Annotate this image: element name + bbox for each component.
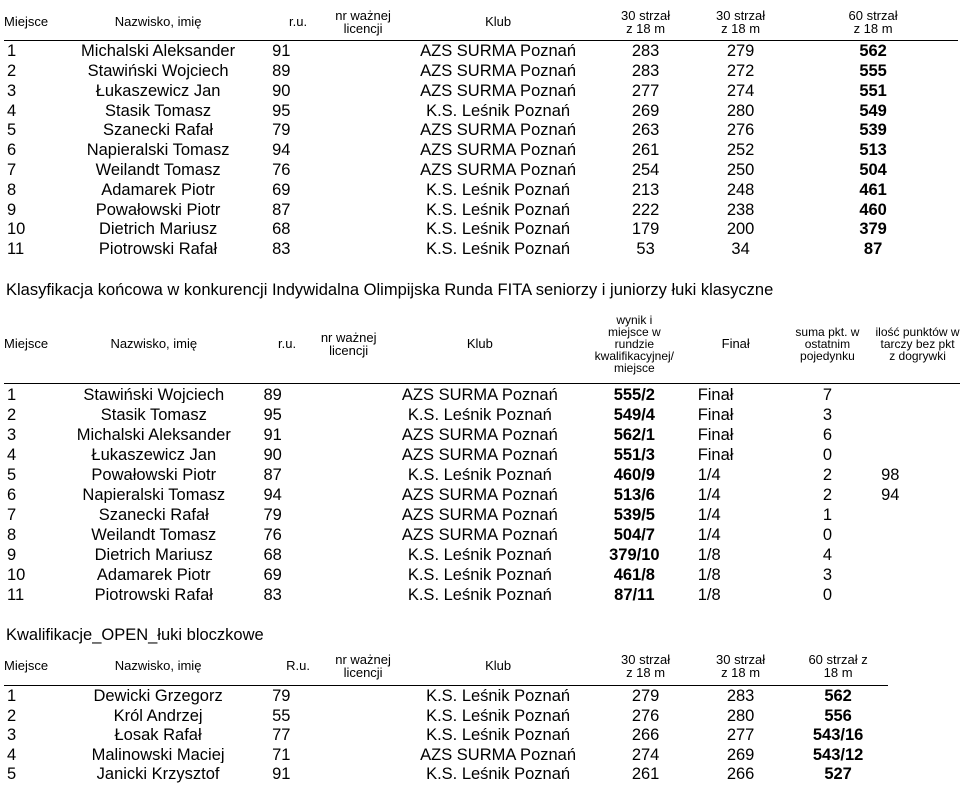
table-row [4, 523, 960, 543]
col-place: Miejsce [4, 647, 48, 685]
series1-cell: 261 [631, 141, 660, 159]
license-cell [315, 503, 383, 523]
club-cell: AZS SURMA Poznań [420, 161, 577, 179]
tiebreak-cell [875, 403, 960, 423]
total-cell: 513 [859, 141, 887, 159]
table-row [4, 543, 960, 563]
col-tiebreak: ilość punktów w tarczy bez pkt z dogrywki [875, 305, 960, 383]
place-cell: 2 [7, 405, 17, 423]
col-place: Miejsce [4, 305, 48, 383]
birth-year-cell: 95 [263, 405, 282, 423]
last-match-sum-cell: 2 [822, 465, 832, 483]
place-cell: 11 [7, 585, 25, 603]
final-stage-cell: Finał [697, 405, 734, 423]
birth-year-cell: 91 [272, 42, 291, 60]
club-cell: K.S. Leśnik Poznań [426, 687, 571, 705]
place-cell: 3 [7, 726, 17, 744]
club-cell: K.S. Leśnik Poznań [426, 240, 571, 258]
table-row [4, 198, 958, 218]
col-ru: R.u. [268, 647, 328, 685]
place-cell: 9 [7, 545, 17, 563]
club-cell: AZS SURMA Poznań [401, 505, 558, 523]
qualification-result-cell: 555/2 [613, 385, 655, 403]
table-row [4, 503, 960, 523]
table-row [4, 139, 958, 159]
table-row [4, 99, 958, 119]
birth-year-cell: 87 [263, 465, 282, 483]
place-cell: 4 [7, 101, 17, 120]
tiebreak-cell [875, 563, 960, 583]
birth-year-cell: 91 [272, 765, 291, 783]
place-cell: 3 [7, 81, 17, 100]
series2-cell: 269 [726, 745, 755, 764]
total-cell: 527 [824, 765, 852, 783]
club-cell: AZS SURMA Poznań [401, 445, 558, 463]
col-series1: 30 strzał z 18 m [598, 4, 693, 40]
club-cell: K.S. Leśnik Poznań [407, 545, 552, 563]
place-cell: 2 [7, 62, 17, 80]
club-cell: K.S. Leśnik Poznań [407, 585, 552, 603]
birth-year-cell: 69 [263, 565, 282, 583]
last-match-sum-cell: 0 [822, 585, 832, 603]
total-cell: 555 [859, 62, 887, 80]
place-cell: 9 [7, 200, 17, 219]
table-row [4, 403, 960, 423]
tiebreak-cell [875, 423, 960, 443]
place-cell: 1 [7, 385, 17, 403]
place-cell: 10 [7, 565, 26, 583]
table-row [4, 724, 888, 744]
qualification-result-cell: 87/11 [614, 585, 655, 603]
col-place: Miejsce [4, 4, 48, 40]
club-cell: AZS SURMA Poznań [401, 525, 558, 543]
series1-cell: 222 [631, 200, 660, 219]
birth-year-cell: 68 [263, 545, 282, 563]
col-qualification-result: wynik i miejsce w rundzie kwalifikacyjnej/ miejsce [577, 305, 692, 383]
col-total: 60 strzał z 18 m [788, 4, 958, 40]
birth-year-cell: 76 [272, 161, 291, 179]
birth-year-cell: 79 [263, 505, 282, 523]
birth-year-cell: 79 [272, 121, 291, 139]
place-cell: 4 [7, 445, 17, 463]
series2-cell: 277 [726, 726, 755, 744]
series1-cell: 276 [631, 706, 660, 725]
athlete-name-cell: Stasik Tomasz [105, 101, 212, 120]
series1-cell: 283 [631, 62, 660, 80]
final-stage-cell: 1/8 [697, 565, 721, 583]
athlete-name-cell: Szanecki Rafał [98, 505, 209, 523]
final-classification-table [4, 305, 960, 603]
athlete-name-cell: Weilandt Tomasz [95, 161, 221, 179]
tiebreak-cell: 94 [881, 485, 900, 503]
club-cell: K.S. Leśnik Poznań [426, 101, 571, 120]
license-cell [315, 423, 383, 443]
place-cell: 10 [7, 220, 26, 238]
place-cell: 11 [7, 240, 25, 258]
license-cell [328, 99, 398, 119]
athlete-name-cell: Powałowski Piotr [95, 200, 221, 219]
total-cell: 543/12 [812, 745, 864, 764]
total-cell: 461 [859, 180, 887, 199]
club-cell: K.S. Leśnik Poznań [407, 465, 552, 483]
club-cell: K.S. Leśnik Poznań [426, 726, 571, 744]
table-row [4, 763, 888, 783]
athlete-name-cell: Adamarek Piotr [96, 565, 211, 583]
place-cell: 1 [7, 687, 17, 705]
tiebreak-cell [875, 443, 960, 463]
license-cell [328, 159, 398, 179]
table-row [4, 583, 960, 603]
series2-cell: 200 [726, 220, 755, 238]
birth-year-cell: 94 [272, 141, 291, 159]
tiebreak-cell [875, 503, 960, 523]
col-total: 60 strzał z 18 m [788, 647, 888, 685]
series2-cell: 274 [726, 81, 755, 100]
club-cell: AZS SURMA Poznań [401, 485, 558, 503]
club-cell: K.S. Leśnik Poznań [426, 765, 571, 783]
license-cell [315, 563, 383, 583]
table-row [4, 80, 958, 100]
table-row [4, 238, 958, 258]
series2-cell: 266 [726, 765, 755, 783]
table-row [4, 218, 958, 238]
total-cell: 543/16 [812, 726, 864, 744]
series1-cell: 179 [631, 220, 660, 238]
table-header [4, 4, 958, 40]
license-cell [328, 139, 398, 159]
last-match-sum-cell: 3 [822, 565, 832, 583]
table-row [4, 60, 958, 80]
birth-year-cell: 71 [272, 745, 291, 764]
col-ru: r.u. [268, 4, 328, 40]
col-license: nr ważnej licencji [328, 4, 398, 40]
col-club: Klub [383, 305, 577, 383]
place-cell: 8 [7, 525, 17, 543]
series2-cell: 238 [726, 200, 755, 219]
col-sum: suma pkt. w ostatnim pojedynku [780, 305, 875, 383]
athlete-name-cell: Stawiński Wojciech [87, 62, 229, 80]
club-cell: AZS SURMA Poznań [420, 42, 577, 60]
final-stage-cell: 1/4 [697, 505, 721, 523]
qualification-result-cell: 504/7 [613, 525, 655, 543]
total-cell: 562 [824, 687, 852, 705]
series1-cell: 274 [631, 745, 660, 764]
place-cell: 7 [7, 161, 17, 179]
athlete-name-cell: Dewicki Grzegorz [93, 687, 223, 705]
final-stage-cell: Finał [697, 425, 734, 443]
series2-cell: 248 [726, 180, 755, 199]
col-series2: 30 strzał z 18 m [693, 4, 788, 40]
col-club: Klub [398, 647, 598, 685]
qualification-result-cell: 551/3 [613, 445, 655, 463]
series1-cell: 283 [631, 42, 660, 60]
birth-year-cell: 77 [272, 726, 291, 744]
col-series2: 30 strzał z 18 m [693, 647, 788, 685]
table-header [4, 305, 960, 383]
series2-cell: 276 [726, 121, 755, 139]
last-match-sum-cell: 3 [822, 405, 832, 423]
final-stage-cell: 1/8 [697, 545, 721, 563]
place-cell: 6 [7, 141, 17, 159]
table-row [4, 705, 888, 725]
athlete-name-cell: Janicki Krzysztof [96, 765, 220, 783]
birth-year-cell: 69 [272, 180, 291, 199]
series1-cell: 261 [631, 765, 660, 783]
series1-cell: 279 [631, 687, 660, 705]
qualification-result-cell: 539/5 [613, 505, 655, 523]
total-cell: 562 [859, 42, 887, 60]
section-title-compound-qualification: Kwalifikacje_OPEN_łuki bloczkowe [6, 626, 264, 644]
qualification-table-compound [4, 647, 888, 783]
col-club: Klub [398, 4, 598, 40]
col-license: nr ważnej licencji [328, 647, 398, 685]
club-cell: AZS SURMA Poznań [420, 121, 577, 139]
license-cell [328, 40, 398, 60]
athlete-name-cell: Łukaszewicz Jan [95, 81, 221, 100]
birth-year-cell: 76 [263, 525, 282, 543]
total-cell: 539 [859, 121, 887, 139]
club-cell: AZS SURMA Poznań [401, 385, 558, 403]
athlete-name-cell: Król Andrzej [113, 706, 203, 725]
series2-cell: 280 [726, 101, 755, 120]
birth-year-cell: 55 [272, 706, 291, 725]
athlete-name-cell: Michalski Aleksander [76, 425, 231, 443]
birth-year-cell: 90 [272, 81, 291, 100]
birth-year-cell: 87 [272, 200, 291, 219]
tiebreak-cell [875, 583, 960, 603]
athlete-name-cell: Dietrich Mariusz [94, 545, 213, 563]
qualification-table-recurve [4, 4, 958, 258]
last-match-sum-cell: 4 [822, 545, 832, 563]
last-match-sum-cell: 1 [822, 505, 832, 523]
athlete-name-cell: Łosak Rafał [114, 726, 202, 744]
series2-cell: 34 [731, 240, 750, 258]
license-cell [328, 724, 398, 744]
last-match-sum-cell: 0 [822, 525, 832, 543]
table-row [4, 159, 958, 179]
tiebreak-cell: 98 [881, 465, 900, 483]
final-stage-cell: Finał [697, 385, 734, 403]
col-license: nr ważnej licencji [315, 305, 383, 383]
athlete-name-cell: Stawiński Wojciech [83, 385, 225, 403]
qualification-result-cell: 460/9 [613, 465, 655, 483]
athlete-name-cell: Michalski Aleksander [81, 42, 236, 60]
birth-year-cell: 89 [263, 385, 282, 403]
total-cell: 504 [859, 161, 887, 179]
license-cell [315, 383, 383, 403]
birth-year-cell: 90 [263, 445, 282, 463]
total-cell: 551 [859, 81, 887, 100]
last-match-sum-cell: 0 [822, 445, 832, 463]
last-match-sum-cell: 6 [822, 425, 832, 443]
athlete-name-cell: Napieralski Tomasz [86, 141, 230, 159]
athlete-name-cell: Malinowski Maciej [91, 745, 225, 764]
license-cell [328, 218, 398, 238]
license-cell [315, 583, 383, 603]
col-name: Nazwisko, imię [48, 305, 259, 383]
col-series1: 30 strzał z 18 m [598, 647, 693, 685]
total-cell: 460 [859, 200, 887, 219]
place-cell: 5 [7, 121, 17, 139]
license-cell [328, 198, 398, 218]
birth-year-cell: 91 [263, 425, 282, 443]
last-match-sum-cell: 2 [822, 485, 832, 503]
table-row [4, 685, 888, 705]
athlete-name-cell: Weilandt Tomasz [91, 525, 217, 543]
birth-year-cell: 94 [263, 485, 282, 503]
tiebreak-cell [875, 383, 960, 403]
athlete-name-cell: Dietrich Mariusz [98, 220, 218, 238]
table-row [4, 463, 960, 483]
final-stage-cell: 1/4 [697, 485, 721, 503]
place-cell: 4 [7, 745, 17, 764]
license-cell [328, 705, 398, 725]
series2-cell: 250 [726, 161, 755, 179]
birth-year-cell: 89 [272, 62, 291, 80]
series1-cell: 254 [631, 161, 660, 179]
qualification-result-cell: 379/10 [609, 545, 660, 563]
final-stage-cell: 1/4 [697, 525, 721, 543]
series1-cell: 277 [631, 81, 660, 100]
last-match-sum-cell: 7 [822, 385, 832, 403]
place-cell: 5 [7, 765, 17, 783]
license-cell [328, 763, 398, 783]
club-cell: AZS SURMA Poznań [420, 81, 577, 100]
athlete-name-cell: Adamarek Piotr [101, 180, 215, 199]
birth-year-cell: 95 [272, 101, 291, 120]
club-cell: K.S. Leśnik Poznań [426, 200, 571, 219]
license-cell [315, 403, 383, 423]
table-row [4, 179, 958, 199]
club-cell: AZS SURMA Poznań [401, 425, 558, 443]
series1-cell: 213 [631, 180, 660, 199]
place-cell: 8 [7, 180, 17, 199]
license-cell [315, 463, 383, 483]
birth-year-cell: 68 [272, 220, 291, 238]
club-cell: AZS SURMA Poznań [420, 141, 577, 159]
license-cell [328, 60, 398, 80]
license-cell [315, 483, 383, 503]
final-stage-cell: Finał [697, 445, 734, 463]
license-cell [328, 80, 398, 100]
club-cell: K.S. Leśnik Poznań [407, 565, 552, 583]
tiebreak-cell [875, 543, 960, 563]
athlete-name-cell: Napieralski Tomasz [82, 485, 226, 503]
license-cell [328, 238, 398, 258]
place-cell: 3 [7, 425, 17, 443]
total-cell: 556 [824, 706, 852, 725]
license-cell [315, 543, 383, 563]
club-cell: K.S. Leśnik Poznań [407, 405, 552, 423]
license-cell [328, 744, 398, 764]
qualification-result-cell: 513/6 [613, 485, 655, 503]
table-row [4, 443, 960, 463]
col-final: Finał [692, 305, 780, 383]
club-cell: AZS SURMA Poznań [420, 62, 577, 80]
license-cell [328, 119, 398, 139]
table-row [4, 40, 958, 60]
athlete-name-cell: Łukaszewicz Jan [91, 445, 217, 463]
series2-cell: 283 [726, 687, 755, 705]
series2-cell: 272 [726, 62, 755, 80]
series1-cell: 263 [631, 121, 660, 139]
license-cell [315, 443, 383, 463]
birth-year-cell: 79 [272, 687, 291, 705]
athlete-name-cell: Stasik Tomasz [100, 405, 207, 423]
final-stage-cell: 1/4 [697, 465, 721, 483]
place-cell: 5 [7, 465, 17, 483]
table-row [4, 119, 958, 139]
total-cell: 379 [859, 220, 887, 238]
birth-year-cell: 83 [272, 240, 291, 258]
col-name: Nazwisko, imię [48, 4, 268, 40]
place-cell: 7 [7, 505, 17, 523]
total-cell: 87 [863, 240, 883, 258]
place-cell: 6 [7, 485, 17, 503]
birth-year-cell: 83 [263, 585, 282, 603]
club-cell: K.S. Leśnik Poznań [426, 180, 571, 199]
table-row [4, 744, 888, 764]
qualification-result-cell: 549/4 [613, 405, 655, 423]
series1-cell: 53 [636, 240, 655, 258]
table-row [4, 483, 960, 503]
table-row [4, 383, 960, 403]
table-header [4, 647, 888, 685]
series2-cell: 279 [726, 42, 755, 60]
athlete-name-cell: Szanecki Rafał [103, 121, 214, 139]
series1-cell: 269 [631, 101, 660, 120]
license-cell [328, 685, 398, 705]
athlete-name-cell: Piotrowski Rafał [98, 240, 218, 258]
qualification-result-cell: 562/1 [613, 425, 655, 443]
total-cell: 549 [859, 101, 887, 120]
club-cell: AZS SURMA Poznań [420, 745, 577, 764]
athlete-name-cell: Piotrowski Rafał [94, 585, 213, 603]
table-row [4, 563, 960, 583]
place-cell: 2 [7, 706, 17, 725]
col-ru: r.u. [260, 305, 315, 383]
series2-cell: 252 [726, 141, 755, 159]
tiebreak-cell [875, 523, 960, 543]
license-cell [328, 179, 398, 199]
section-title-final-classification: Klasyfikacja końcowa w konkurencji Indywidalna Olimpijska Runda FITA seniorzy i juniorzy łuki klasyczne [6, 281, 774, 299]
table-row [4, 423, 960, 443]
final-stage-cell: 1/8 [697, 585, 721, 603]
place-cell: 1 [7, 42, 17, 60]
club-cell: K.S. Leśnik Poznań [426, 220, 571, 238]
license-cell [315, 523, 383, 543]
club-cell: K.S. Leśnik Poznań [426, 706, 571, 725]
athlete-name-cell: Powałowski Piotr [91, 465, 217, 483]
col-name: Nazwisko, imię [48, 647, 268, 685]
series2-cell: 280 [726, 706, 755, 725]
qualification-result-cell: 461/8 [613, 565, 655, 583]
series1-cell: 266 [631, 726, 660, 744]
